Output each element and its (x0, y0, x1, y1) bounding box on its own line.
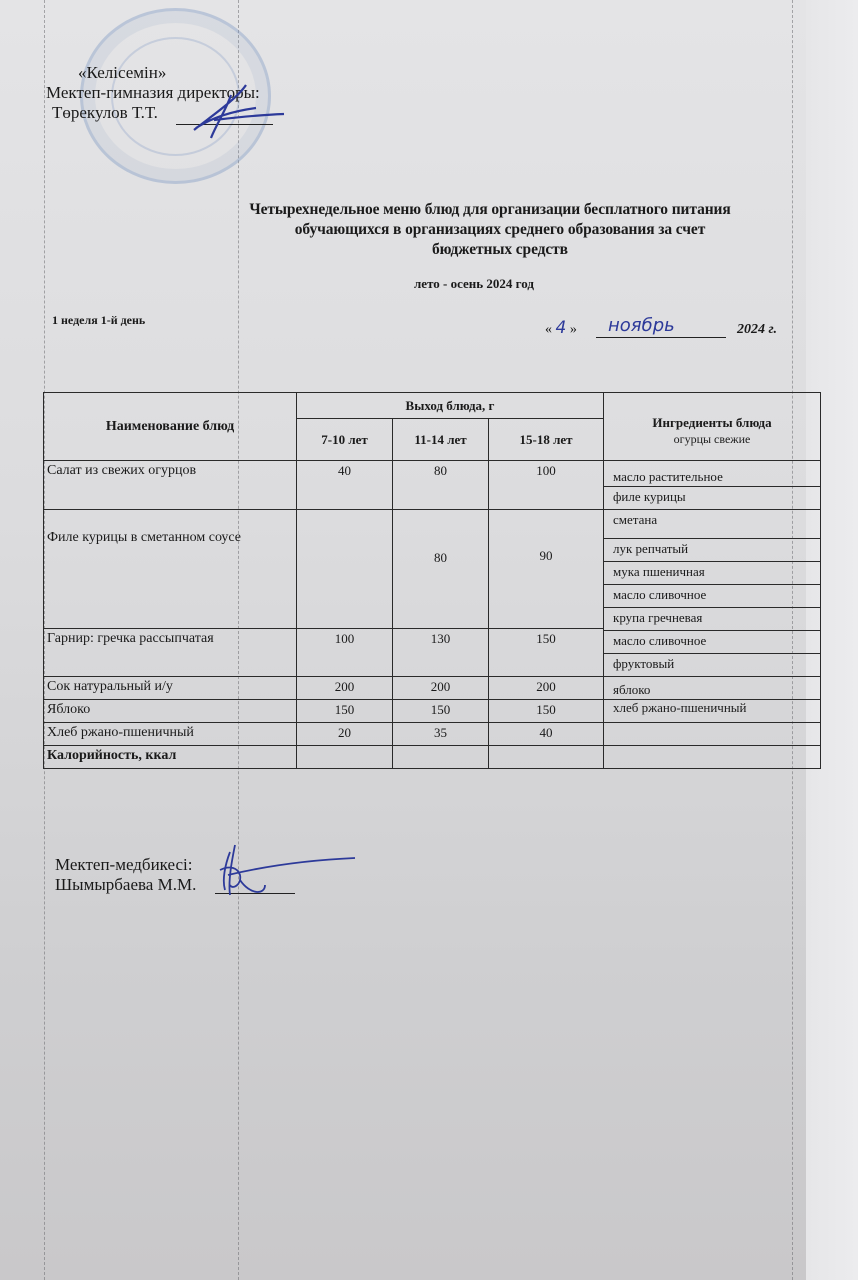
table-row-yield-15-18 (488, 745, 604, 769)
header-yield: Выход блюда, г (296, 392, 604, 419)
table-row-yield-7-10: 40 (296, 460, 393, 510)
approval-name: Төрекулов Т.Т. (52, 103, 158, 122)
table-row-yield-11-14: 80 (392, 509, 489, 629)
ingredient-first: огурцы свежие (673, 432, 751, 446)
table-row-yield-15-18: 40 (488, 722, 604, 746)
table-row-yield-11-14: 35 (392, 722, 489, 746)
date-year: 2024 г. (737, 322, 777, 337)
table-row-dish: Гарнир: гречка рассыпчатая (43, 628, 297, 677)
table-row-dish: Салат из свежих огурцов (43, 460, 297, 510)
ingredient-item: лук репчатый (603, 538, 821, 562)
table-row-dish: Сок натуральный и/у (43, 676, 297, 700)
table-row-yield-7-10: 150 (296, 699, 393, 723)
header-ingredients-label: Ингредиенты блюда (652, 415, 772, 430)
header-age-7-10: 7-10 лет (296, 418, 393, 461)
approval-position: Мектеп-гимназия директоры: (46, 83, 260, 102)
nurse-position: Мектеп-медбикесі: (55, 855, 193, 874)
table-row-yield-7-10: 100 (296, 628, 393, 677)
date-field (545, 318, 577, 338)
doc-title-line2: обучающихся в организациях среднего образования за счет (294, 221, 706, 238)
ingredient-item: хлеб ржано-пшеничный (603, 699, 821, 723)
table-row-yield-15-18: 90 (488, 509, 604, 629)
header-dish-name: Наименование блюд (43, 392, 297, 461)
table-row-yield-11-14: 80 (392, 460, 489, 510)
table-row-yield-7-10: 200 (296, 676, 393, 700)
doc-title-line3: бюджетных средств (432, 241, 568, 258)
table-row-yield-15-18: 150 (488, 699, 604, 723)
date-day: 4 (555, 318, 567, 338)
nurse-name: Шымырбаева М.М. (55, 875, 197, 894)
table-row-dish: Хлеб ржано-пшеничный (43, 722, 297, 746)
table-row-yield-11-14: 200 (392, 676, 489, 700)
header-age-11-14: 11-14 лет (392, 418, 489, 461)
date-month: ноябрь (608, 315, 675, 336)
ingredient-item: масло растительное (603, 460, 821, 487)
ingredient-item (603, 722, 821, 746)
ingredient-item: масло сливочное (603, 630, 821, 654)
ingredient-item: сметана (603, 509, 821, 539)
date-close-quote: » (569, 322, 577, 337)
table-row-yield-15-18: 150 (488, 628, 604, 677)
ingredient-item: мука пшеничная (603, 561, 821, 585)
week-day: 1 неделя 1-й день (52, 313, 146, 327)
table-row-yield-7-10 (296, 509, 393, 629)
ingredient-item: фруктовый (603, 653, 821, 677)
table-row-yield-7-10: 20 (296, 722, 393, 746)
date-open-quote: « (545, 322, 552, 337)
table-row-yield-11-14 (392, 745, 489, 769)
season: лето - осень 2024 год (414, 276, 534, 291)
table-row-yield-11-14: 150 (392, 699, 489, 723)
doc-title-line1: Четырехнедельное меню блюд для организации бесплатного питания (249, 201, 731, 218)
table-row-yield-15-18: 200 (488, 676, 604, 700)
ingredient-item: масло сливочное (603, 584, 821, 608)
table-row-yield-11-14: 130 (392, 628, 489, 677)
date-month-line (596, 337, 726, 338)
ingredient-item (603, 745, 821, 769)
ingredient-item: яблоко (603, 676, 821, 700)
nurse-signature-icon (210, 840, 360, 900)
table-row-dish: Филе курицы в сметанном соусе (43, 509, 297, 629)
approval-title: «Келісемін» (78, 63, 167, 82)
table-row-yield-7-10 (296, 745, 393, 769)
ingredient-item: филе курицы (603, 486, 821, 510)
table-row-yield-15-18: 100 (488, 460, 604, 510)
header-age-15-18: 15-18 лет (488, 418, 604, 461)
table-row-calories: Калорийность, ккал (43, 745, 297, 769)
table-row-dish: Яблоко (43, 699, 297, 723)
header-ingredients (603, 392, 821, 461)
ingredient-item: крупа гречневая (603, 607, 821, 631)
director-signature-icon (186, 80, 286, 140)
